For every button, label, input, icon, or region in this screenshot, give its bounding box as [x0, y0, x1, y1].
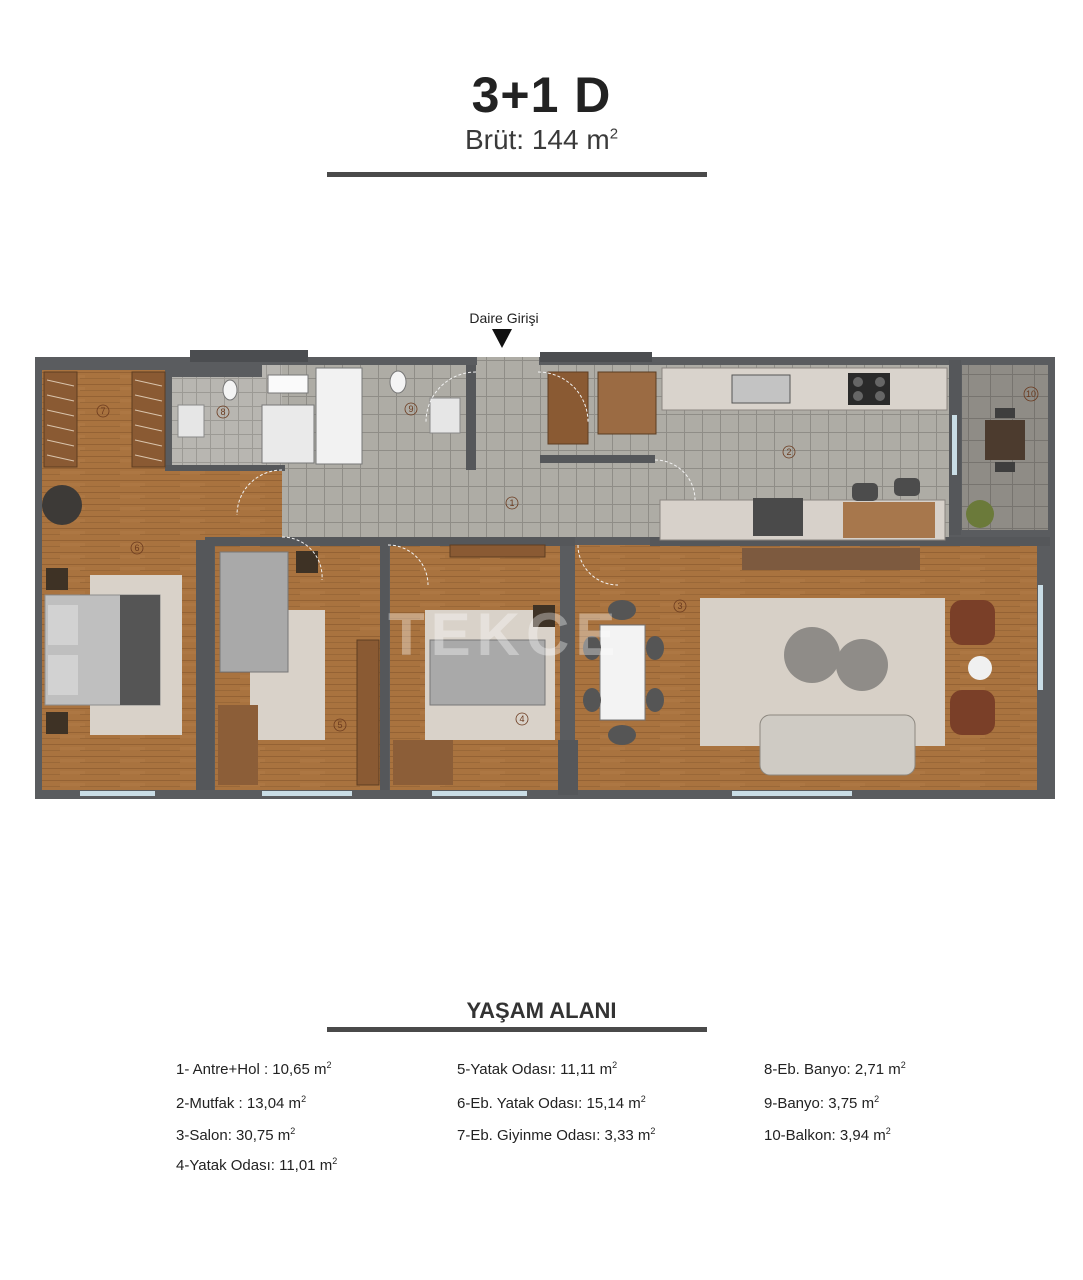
legend-item-8: [764, 1060, 906, 1078]
gross-area-unit-sup: 2: [609, 125, 619, 143]
armchair: [950, 690, 995, 735]
legend-item-2: [176, 1094, 306, 1112]
window: [1038, 585, 1043, 690]
legend-item-10: [764, 1126, 891, 1144]
wardrobe: [450, 545, 545, 557]
bath-shelf: [268, 375, 308, 393]
oven: [753, 498, 803, 536]
pillow: [48, 605, 78, 645]
room-number-6: 6: [134, 543, 140, 553]
window: [732, 791, 852, 796]
legend-title: YAŞAM ALANI: [466, 998, 617, 1023]
legend-item-text: 9-Banyo: 3,75 m: [764, 1095, 875, 1112]
kitchen-counter: [662, 368, 947, 410]
room-number-10: 10: [1025, 389, 1037, 399]
legend-item-text: 4-Yatak Odası: 11,01 m: [176, 1157, 333, 1174]
toilet: [390, 371, 406, 393]
toilet: [223, 380, 237, 400]
unit-sup: 2: [332, 1156, 338, 1166]
room-number-8: 8: [220, 407, 226, 417]
bar-stool: [852, 483, 878, 501]
window: [262, 791, 352, 796]
legend-item-text: 6-Eb. Yatak Odası: 15,14 m: [457, 1095, 641, 1112]
armchair: [42, 485, 82, 525]
room-number-5: 5: [337, 720, 343, 730]
balcony-table: [985, 420, 1025, 460]
kitchen-sink: [732, 375, 790, 403]
legend-item-1: [176, 1060, 332, 1078]
fridge-cabinet: [598, 372, 656, 434]
wall: [190, 350, 308, 362]
sink: [178, 405, 204, 437]
blanket: [120, 595, 160, 705]
shoe-cabinet: [548, 372, 588, 444]
entrance-opening: [477, 357, 539, 369]
hall-wood-floor: [160, 470, 285, 540]
unit-sup: 2: [290, 1126, 296, 1136]
legend-item-9: [764, 1094, 879, 1112]
unit-sup: 2: [301, 1094, 307, 1104]
wardrobe: [132, 372, 165, 467]
shower: [262, 405, 314, 463]
watermark: TEKCE: [388, 601, 622, 668]
nightstand: [296, 551, 318, 573]
legend-item-5: [457, 1060, 617, 1078]
unit-sup: 2: [650, 1126, 656, 1136]
room-number-4: 4: [519, 714, 525, 724]
legend-item-text: 1- Antre+Hol : 10,65 m: [176, 1061, 327, 1078]
unit-sup: 2: [900, 1060, 906, 1070]
legend-item-text: 5-Yatak Odası: 11,11 m: [457, 1061, 613, 1078]
wardrobe: [44, 372, 77, 467]
legend-item-text: 3-Salon: 30,75 m: [176, 1127, 291, 1144]
legend-item-3: [176, 1126, 295, 1144]
wall: [540, 352, 652, 362]
bar-stool: [894, 478, 920, 496]
legend-item-text: 10-Balkon: 3,94 m: [764, 1127, 886, 1144]
sofa: [760, 715, 915, 775]
balcony-chair: [995, 462, 1015, 472]
unit-sup: 2: [874, 1094, 880, 1104]
side-table: [968, 656, 992, 680]
legend-item-6: [457, 1094, 646, 1112]
unit-sup: 2: [326, 1060, 332, 1070]
room-number-1: 1: [509, 498, 515, 508]
window: [432, 791, 527, 796]
coffee-table: [784, 627, 840, 683]
legend-divider: [327, 1027, 707, 1032]
balcony-chair: [995, 408, 1015, 418]
nightstand: [46, 568, 68, 590]
legend-item-7: [457, 1126, 655, 1144]
legend-item-text: 2-Mutfak : 13,04 m: [176, 1095, 302, 1112]
pillow: [48, 655, 78, 695]
cooktop: [848, 373, 890, 405]
unit-sup: 2: [885, 1126, 891, 1136]
wall: [466, 365, 476, 470]
bathtub: [316, 368, 362, 464]
bed: [220, 552, 288, 672]
wall: [165, 465, 285, 471]
sink: [430, 398, 460, 433]
legend-item-text: 8-Eb. Banyo: 2,71 m: [764, 1061, 901, 1078]
desk: [218, 705, 258, 785]
window: [80, 791, 155, 796]
room-number-7: 7: [100, 406, 106, 416]
plant: [966, 500, 994, 528]
nightstand: [46, 712, 68, 734]
wardrobe: [357, 640, 379, 785]
tv-unit: [742, 548, 920, 570]
desk: [393, 740, 453, 785]
unit-sup: 2: [640, 1094, 646, 1104]
room-number-3: 3: [677, 601, 683, 611]
gross-area-value: Brüt: 144 m: [464, 124, 610, 155]
window: [952, 415, 957, 475]
island-counter: [843, 502, 935, 538]
entrance-label: Daire Girişi: [469, 310, 539, 326]
room-number-9: 9: [408, 404, 414, 414]
coffee-table: [836, 639, 888, 691]
plan-title: 3+1 D: [471, 67, 612, 123]
room-number-2: 2: [786, 447, 792, 457]
wall: [196, 540, 214, 790]
legend-item-4: [176, 1156, 337, 1174]
legend-item-text: 7-Eb. Giyinme Odası: 3,33 m: [457, 1127, 651, 1144]
armchair: [950, 600, 995, 645]
wall: [540, 455, 655, 463]
wall: [558, 740, 578, 795]
unit-sup: 2: [612, 1060, 618, 1070]
